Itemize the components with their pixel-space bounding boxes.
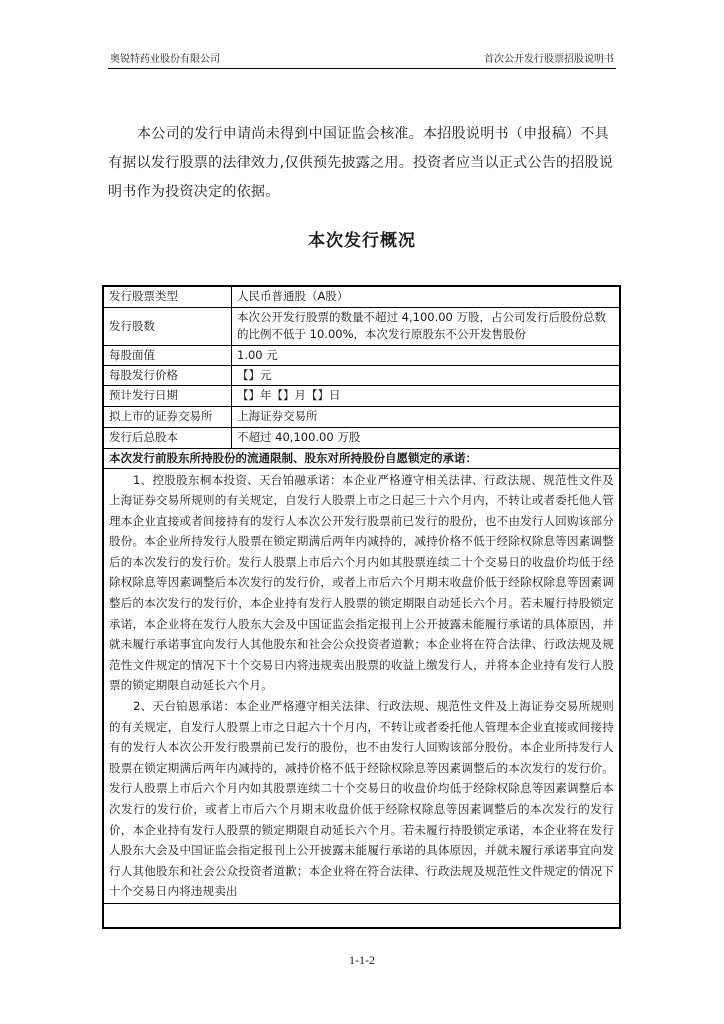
table-row: [104, 406, 619, 427]
row-value: 【】元: [232, 365, 620, 385]
table-row: [104, 448, 619, 468]
commitment-paragraph: 2、天台铂恩承诺：本企业严格遵守相关法律、行政法规、规范性文件及上海证券交易所规则的有关规定，自发行人股票上市之日起六十个月内，不转让或者委托他人管理本企业直接或间接持有的发行人本次公开发行股票前已发行的股份，也不由发行人回购该部分股份。本企业所持发行人股票在锁定期满后两年内减持的，减持价格不低于经除权除息等因素调整后的本次发行的发行价。发行人股票上市后六个月内如其股票连续二十个交易日的收盘价均低于经除权除息等因素调整后本次发行的发行价，或者上市后六个月期末收盘价低于经除权除息等因素调整后的本次发行的发行价，本企业持有发行人股票的锁定期限自动延长六个月。若未履行持股锁定承诺，本企业将在发行人股东大会及中国证监会指定报刊上公开披露未能履行承诺的具体原因，并就未履行承诺事宜向发行人其他股东和社会公众投资者道歉；本企业将在符合法律、行政法规及规范性文件规定的情况下十个交易日内将违规卖出: [109, 699, 614, 899]
table-row: [104, 287, 619, 307]
row-value: 上海证券交易所: [232, 406, 620, 427]
commitment-paragraph: 1、控股股东桐本投资、天台铂融承诺：本企业严格遵守相关法律、行政法规、规范性文件及上海证券交易所规则的有关规定，自发行人股票上市之日起三十六个月内，不转让或者委托他人管理本企业直接或者间接持有的发行人本次公开发行股票前已发行的股份，也不由发行人回购该部分股份。本企业所持发行人股票在锁定期满后两年内减持的，减持价格不低于经除权除息等因素调整后的本次发行的发行价。发行人股票上市后六个月内如其股票连续二十个交易日的收盘价均低于经除权除息等因素调整后本次发行的发行价，或者上市后六个月期末收盘价低于经除权除息等因素调整后的本次发行的发行价，本企业持有发行人股票的锁定期限自动延长六个月。若未履行持股锁定承诺，本企业将在发行人股东大会及中国证监会指定报刊上公开披露未能履行承诺的具体原因，并就未履行承诺事宜向发行人其他股东和社会公众投资者道歉；本企业将在符合法律、行政法规及规范性文件规定的情况下十个交易日内将违规卖出股票的收益上缴发行人，并将本企业持有发行人股票的锁定期限自动延长六个月。: [109, 472, 614, 693]
row-value: 不超过 40,100.00 万股: [232, 427, 620, 448]
row-label: 发行股数: [104, 307, 232, 345]
offering-overview-table: [104, 287, 619, 904]
section-title: 本次发行概况: [308, 231, 416, 251]
row-label: 发行后总股本: [104, 427, 232, 448]
row-value: 人民币普通股（A股）: [232, 287, 620, 307]
header-company: 奥锐特药业股份有限公司: [110, 54, 220, 65]
row-label: 每股发行价格: [104, 365, 232, 385]
offering-overview-table-frame: [102, 285, 621, 929]
row-value: 1.00 元: [232, 345, 620, 365]
row-label: 每股面值: [104, 345, 232, 365]
table-row: [104, 385, 619, 406]
table-row: [104, 427, 619, 448]
disclaimer-notice: 本公司的发行申请尚未得到中国证监会核准。本招股说明书（申报稿）不具有据以发行股票的法律效力,仅供预先披露之用。投资者应当以正式公告的招股说明书作为投资决定的依据。: [108, 126, 614, 200]
table-row: [104, 365, 619, 385]
row-label: 拟上市的证券交易所: [104, 406, 232, 427]
page-number: 1-1-2: [349, 953, 375, 967]
header-doc-type: 首次公开发行股票招股说明书: [484, 54, 614, 65]
row-label: 发行股票类型: [104, 287, 232, 307]
lockup-heading: 本次发行前股东所持股份的流通限制、股东对所持股份自愿锁定的承诺：: [104, 448, 619, 468]
page-header: [108, 52, 616, 69]
row-value: 【】年【】月【】日: [232, 385, 620, 406]
table-row: [104, 345, 619, 365]
row-value: 本次公开发行股票的数量不超过 4,100.00 万股，占公司发行后股份总数的比例不低于 10.00%，本次发行原股东不公开发售股份: [232, 307, 620, 345]
table-row: [104, 307, 619, 345]
table-row: [104, 468, 619, 903]
row-label: 预计发行日期: [104, 385, 232, 406]
lockup-commitments: [104, 468, 619, 903]
